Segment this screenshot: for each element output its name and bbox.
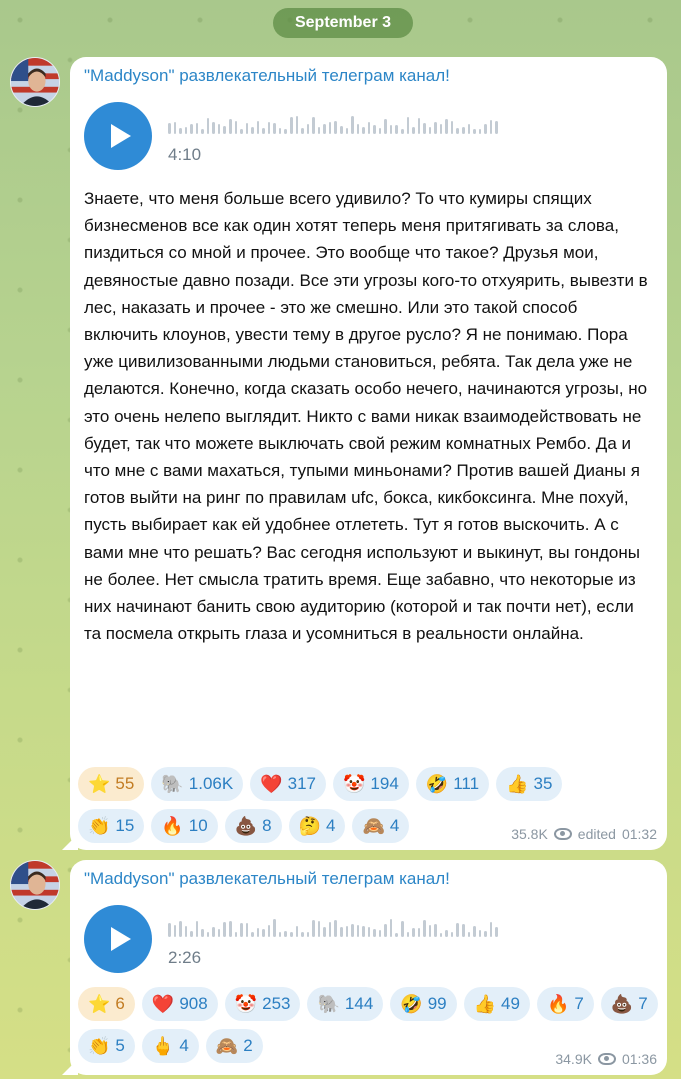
reaction-emoji-icon: ⭐ xyxy=(88,994,111,1014)
reaction-chip[interactable] xyxy=(151,809,217,843)
waveform-bar xyxy=(212,927,215,937)
waveform-bar xyxy=(212,122,215,134)
waveform-bar xyxy=(379,128,382,134)
waveform-bar xyxy=(407,117,410,134)
message-meta xyxy=(555,1051,657,1067)
waveform-bar xyxy=(279,128,282,134)
waveform-bar xyxy=(368,122,371,134)
waveform-bar xyxy=(351,924,354,937)
eye-icon xyxy=(554,828,572,840)
waveform-bar xyxy=(373,929,376,937)
reaction-chip[interactable] xyxy=(206,1029,263,1063)
reaction-count: 4 xyxy=(389,816,400,835)
waveform-bar xyxy=(395,125,398,134)
reaction-count: 4 xyxy=(326,816,336,835)
waveform-bar xyxy=(429,127,432,134)
waveform-bar xyxy=(218,929,221,937)
waveform-bar xyxy=(307,932,310,937)
reaction-count: 317 xyxy=(287,774,316,793)
waveform-bar xyxy=(223,126,226,134)
waveform-bar xyxy=(395,933,398,937)
waveform-bar xyxy=(390,919,393,937)
waveform-bar xyxy=(346,926,349,937)
reaction-emoji-icon: ❤️ xyxy=(151,994,175,1014)
waveform-bar xyxy=(185,926,188,937)
waveform-bar xyxy=(418,928,421,937)
waveform-bar xyxy=(185,127,188,134)
reaction-count: 8 xyxy=(262,816,272,835)
waveform-bar xyxy=(445,930,448,937)
waveform-bar xyxy=(473,129,476,134)
reaction-count: 5 xyxy=(115,1036,125,1055)
channel-avatar[interactable] xyxy=(10,860,60,910)
reaction-emoji-icon: 🐘 xyxy=(161,774,184,794)
reaction-chip[interactable] xyxy=(142,1029,199,1063)
waveform-bar xyxy=(323,124,326,134)
voice-message xyxy=(84,102,524,172)
waveform-bar xyxy=(196,123,199,134)
reaction-count: 99 xyxy=(427,994,447,1013)
waveform-bar xyxy=(323,927,326,937)
waveform-bar xyxy=(279,932,282,937)
waveform-bar xyxy=(484,124,487,134)
reaction-chip[interactable] xyxy=(142,987,218,1021)
waveform-bar xyxy=(334,121,337,134)
waveform-bar xyxy=(473,926,476,937)
waveform-bar xyxy=(340,126,343,134)
reaction-chip[interactable] xyxy=(225,809,282,843)
waveform-bar xyxy=(268,925,271,937)
waveform-bar xyxy=(268,122,271,134)
waveform-bar xyxy=(207,118,210,134)
reaction-chip[interactable] xyxy=(390,987,456,1021)
waveform-bar xyxy=(384,119,387,134)
reaction-emoji-icon: 🙈 xyxy=(215,1036,239,1056)
reaction-chip[interactable] xyxy=(78,809,144,843)
message-bubble[interactable] xyxy=(70,57,667,850)
reaction-count: 49 xyxy=(501,994,520,1013)
reaction-count: 194 xyxy=(370,774,399,793)
waveform-bar xyxy=(318,921,321,937)
reaction-emoji-icon: 🤡 xyxy=(234,994,258,1014)
waveform-bar xyxy=(329,122,332,134)
message-time: 01:36 xyxy=(621,1051,657,1067)
waveform-bar xyxy=(440,124,443,134)
waveform-bar xyxy=(412,127,415,134)
reaction-count: 7 xyxy=(574,994,584,1013)
waveform-bar xyxy=(207,932,210,937)
reaction-emoji-icon: 🙈 xyxy=(362,816,385,836)
reaction-emoji-icon: 💩 xyxy=(610,994,634,1014)
waveform-bar xyxy=(456,923,459,937)
reaction-count: 6 xyxy=(115,994,125,1013)
reaction-chip[interactable] xyxy=(225,987,301,1021)
reaction-chip[interactable] xyxy=(78,1029,135,1063)
waveform-bar xyxy=(495,927,498,937)
reaction-count: 2 xyxy=(243,1036,253,1055)
reaction-chip[interactable] xyxy=(307,987,383,1021)
audio-waveform[interactable] xyxy=(168,917,498,937)
reaction-emoji-icon: 🤣 xyxy=(400,994,423,1014)
reaction-chip[interactable] xyxy=(151,767,243,801)
avatar-image xyxy=(11,58,59,106)
reaction-chip[interactable] xyxy=(601,987,658,1021)
reaction-star[interactable] xyxy=(78,767,144,801)
waveform-bar xyxy=(401,129,404,134)
waveform-bar xyxy=(290,117,293,134)
reaction-emoji-icon: 🤔 xyxy=(298,816,321,836)
waveform-bar xyxy=(257,121,260,134)
waveform-bar xyxy=(373,125,376,134)
waveform-bar xyxy=(401,921,404,937)
waveform-bar xyxy=(384,924,387,937)
waveform-bar xyxy=(229,119,232,134)
reaction-chip[interactable] xyxy=(416,767,489,801)
waveform-bar xyxy=(218,124,221,134)
waveform-bar xyxy=(190,124,193,134)
waveform-bar xyxy=(462,924,465,937)
waveform-bar xyxy=(362,926,365,937)
sender-name[interactable]: "Maddyson" развлекательный телеграм канал! xyxy=(84,869,450,888)
waveform-bar xyxy=(179,921,182,937)
message-time: 01:32 xyxy=(621,826,657,842)
reaction-emoji-icon: 👏 xyxy=(88,1036,111,1056)
waveform-bar xyxy=(462,127,465,134)
waveform-bar xyxy=(318,127,321,134)
waveform-bar xyxy=(174,925,177,937)
waveform-bar xyxy=(174,122,177,134)
waveform-bar xyxy=(246,123,249,134)
waveform-bar xyxy=(229,921,232,937)
reaction-star[interactable] xyxy=(78,987,135,1021)
waveform-bar xyxy=(257,928,260,937)
reaction-emoji-icon: ❤️ xyxy=(260,774,283,794)
message-meta xyxy=(511,826,657,842)
reaction-count: 10 xyxy=(188,816,208,835)
waveform-bar xyxy=(379,930,382,937)
reactions-bar xyxy=(78,767,568,843)
waveform-bar xyxy=(357,124,360,134)
reaction-count: 4 xyxy=(179,1036,189,1055)
waveform-bar xyxy=(201,129,204,134)
message-bubble[interactable] xyxy=(70,860,667,1075)
waveform-bar xyxy=(235,121,238,134)
sender-name[interactable]: "Maddyson" развлекательный телеграм канал! xyxy=(84,66,450,85)
waveform-bar xyxy=(418,118,421,134)
waveform-bar xyxy=(262,128,265,134)
waveform-bar xyxy=(351,116,354,134)
date-separator: September 3 xyxy=(273,8,413,38)
waveform-bar xyxy=(423,123,426,134)
waveform-bar xyxy=(235,932,238,937)
waveform-bar xyxy=(312,117,315,134)
reaction-count: 111 xyxy=(453,774,480,793)
reaction-emoji-icon: 👍 xyxy=(506,774,529,794)
waveform-bar xyxy=(412,928,415,937)
reaction-chip[interactable] xyxy=(537,987,594,1021)
reaction-chip[interactable] xyxy=(496,767,562,801)
waveform-bar xyxy=(168,123,171,134)
waveform-bar xyxy=(334,920,337,937)
waveform-bar xyxy=(273,919,276,937)
waveform-bar xyxy=(340,927,343,937)
reaction-chip[interactable] xyxy=(250,767,326,801)
view-count: 34.9K xyxy=(555,1051,592,1067)
reaction-chip[interactable] xyxy=(289,809,346,843)
voice-message xyxy=(84,905,524,975)
waveform-bar xyxy=(451,932,454,937)
play-button[interactable] xyxy=(84,905,152,973)
reaction-emoji-icon: 🖕 xyxy=(151,1036,175,1056)
reaction-emoji-icon: ⭐ xyxy=(88,774,111,794)
waveform-bar xyxy=(490,922,493,937)
waveform-bar xyxy=(451,121,454,134)
waveform-bar xyxy=(201,929,204,937)
waveform-bar xyxy=(357,925,360,937)
waveform-bar xyxy=(290,932,293,937)
reaction-emoji-icon: 👏 xyxy=(88,816,111,836)
waveform-bar xyxy=(196,921,199,937)
waveform-bar xyxy=(346,128,349,134)
waveform-bar xyxy=(329,922,332,937)
reaction-emoji-icon: 🤡 xyxy=(343,774,366,794)
waveform-bar xyxy=(429,925,432,937)
channel-avatar[interactable] xyxy=(10,57,60,107)
waveform-bar xyxy=(456,128,459,134)
message-text: Знаете, что меня больше всего удивило? То что кумиры спящих бизнесменов все как один хотят теперь меня притягивать за слова, пиздиться со мной и прочее. Это вообще что такое? Друзья мои, девяностые давно позади. Все эти угрозы кого-то отхуярить, вывезти в лес, наказать и прочее - это же смешно. Или это такой способ включить клоунов, увести тему в другое русло? Я не понимаю. Пора уже цивилизованными людьми становиться, ребята. Так дела уже не делаются. Конечно, когда сказать особо нечего, начинаются угрозы, но это очень нелепо выглядит. Никто с вами никак взаимодействовать не будет, так что можете выключать свой режим комнатных Рембо. Да и что мне с вами махаться, тупыми миньонами? Против вашей Дианы я готов выйти на ринг по правилам ufc, бокса, кикбоксинга. Мне похуй, пусть выбирает как ей удобнее отлететь. Тут я готов выскочить. А с вами мне что решать? Вас сегодня используют и выкинут, вы гондоны не более. Нет смысла тратить время. Еще забавно, что некоторые из них начинают банить свою аудиторию (которой и так почти нет), если та посмела открыть глаза и усомниться в реальности онлайна. xyxy=(84,189,648,644)
reaction-emoji-icon: 🤣 xyxy=(425,774,449,794)
waveform-bar xyxy=(440,933,443,937)
reaction-emoji-icon: 🔥 xyxy=(161,816,184,836)
reaction-count: 253 xyxy=(262,994,291,1013)
waveform-bar xyxy=(312,920,315,937)
edited-label: edited xyxy=(577,826,616,842)
waveform-bar xyxy=(284,931,287,937)
waveform-bar xyxy=(251,127,254,134)
waveform-bar xyxy=(434,122,437,134)
waveform-bar xyxy=(190,931,193,937)
waveform-bar xyxy=(179,128,182,134)
reaction-emoji-icon: 💩 xyxy=(234,816,258,836)
waveform-bar xyxy=(168,923,171,937)
waveform-bar xyxy=(273,123,276,134)
waveform-bar xyxy=(240,129,243,134)
waveform-bar xyxy=(495,121,498,134)
reaction-count: 1.06K xyxy=(188,774,234,793)
waveform-bar xyxy=(479,930,482,937)
waveform-bar xyxy=(434,924,437,937)
audio-duration: 2:26 xyxy=(168,948,202,967)
waveform-bar xyxy=(301,128,304,134)
reaction-count: 908 xyxy=(179,994,208,1013)
reaction-chip[interactable] xyxy=(352,809,409,843)
reaction-count: 35 xyxy=(533,774,553,793)
waveform-bar xyxy=(296,116,299,134)
reaction-count: 7 xyxy=(638,994,648,1013)
waveform-bar xyxy=(223,922,226,937)
avatar-image xyxy=(11,861,59,909)
waveform-bar xyxy=(479,129,482,134)
view-count: 35.8K xyxy=(511,826,548,842)
waveform-bar xyxy=(490,120,493,134)
reaction-emoji-icon: 🐘 xyxy=(317,994,340,1014)
reaction-chip[interactable] xyxy=(464,987,530,1021)
audio-waveform[interactable] xyxy=(168,114,498,134)
waveform-bar xyxy=(296,926,299,937)
eye-icon xyxy=(598,1053,616,1065)
waveform-bar xyxy=(251,932,254,937)
waveform-bar xyxy=(445,119,448,134)
waveform-bar xyxy=(246,923,249,937)
waveform-bar xyxy=(284,129,287,134)
waveform-bar xyxy=(301,932,304,937)
waveform-bar xyxy=(484,931,487,937)
reaction-emoji-icon: 👍 xyxy=(473,994,497,1014)
waveform-bar xyxy=(307,124,310,134)
reaction-emoji-icon: 🔥 xyxy=(546,994,570,1014)
waveform-bar xyxy=(423,920,426,937)
reaction-count: 15 xyxy=(115,816,135,835)
waveform-bar xyxy=(240,923,243,937)
reaction-count: 55 xyxy=(115,774,135,793)
waveform-bar xyxy=(390,125,393,134)
waveform-bar xyxy=(262,929,265,937)
play-button[interactable] xyxy=(84,102,152,170)
waveform-bar xyxy=(407,932,410,937)
waveform-bar xyxy=(468,932,471,937)
waveform-bar xyxy=(368,927,371,937)
audio-duration: 4:10 xyxy=(168,145,202,164)
waveform-bar xyxy=(468,124,471,134)
reaction-count: 144 xyxy=(344,994,374,1013)
waveform-bar xyxy=(362,127,365,134)
reaction-chip[interactable] xyxy=(333,767,409,801)
